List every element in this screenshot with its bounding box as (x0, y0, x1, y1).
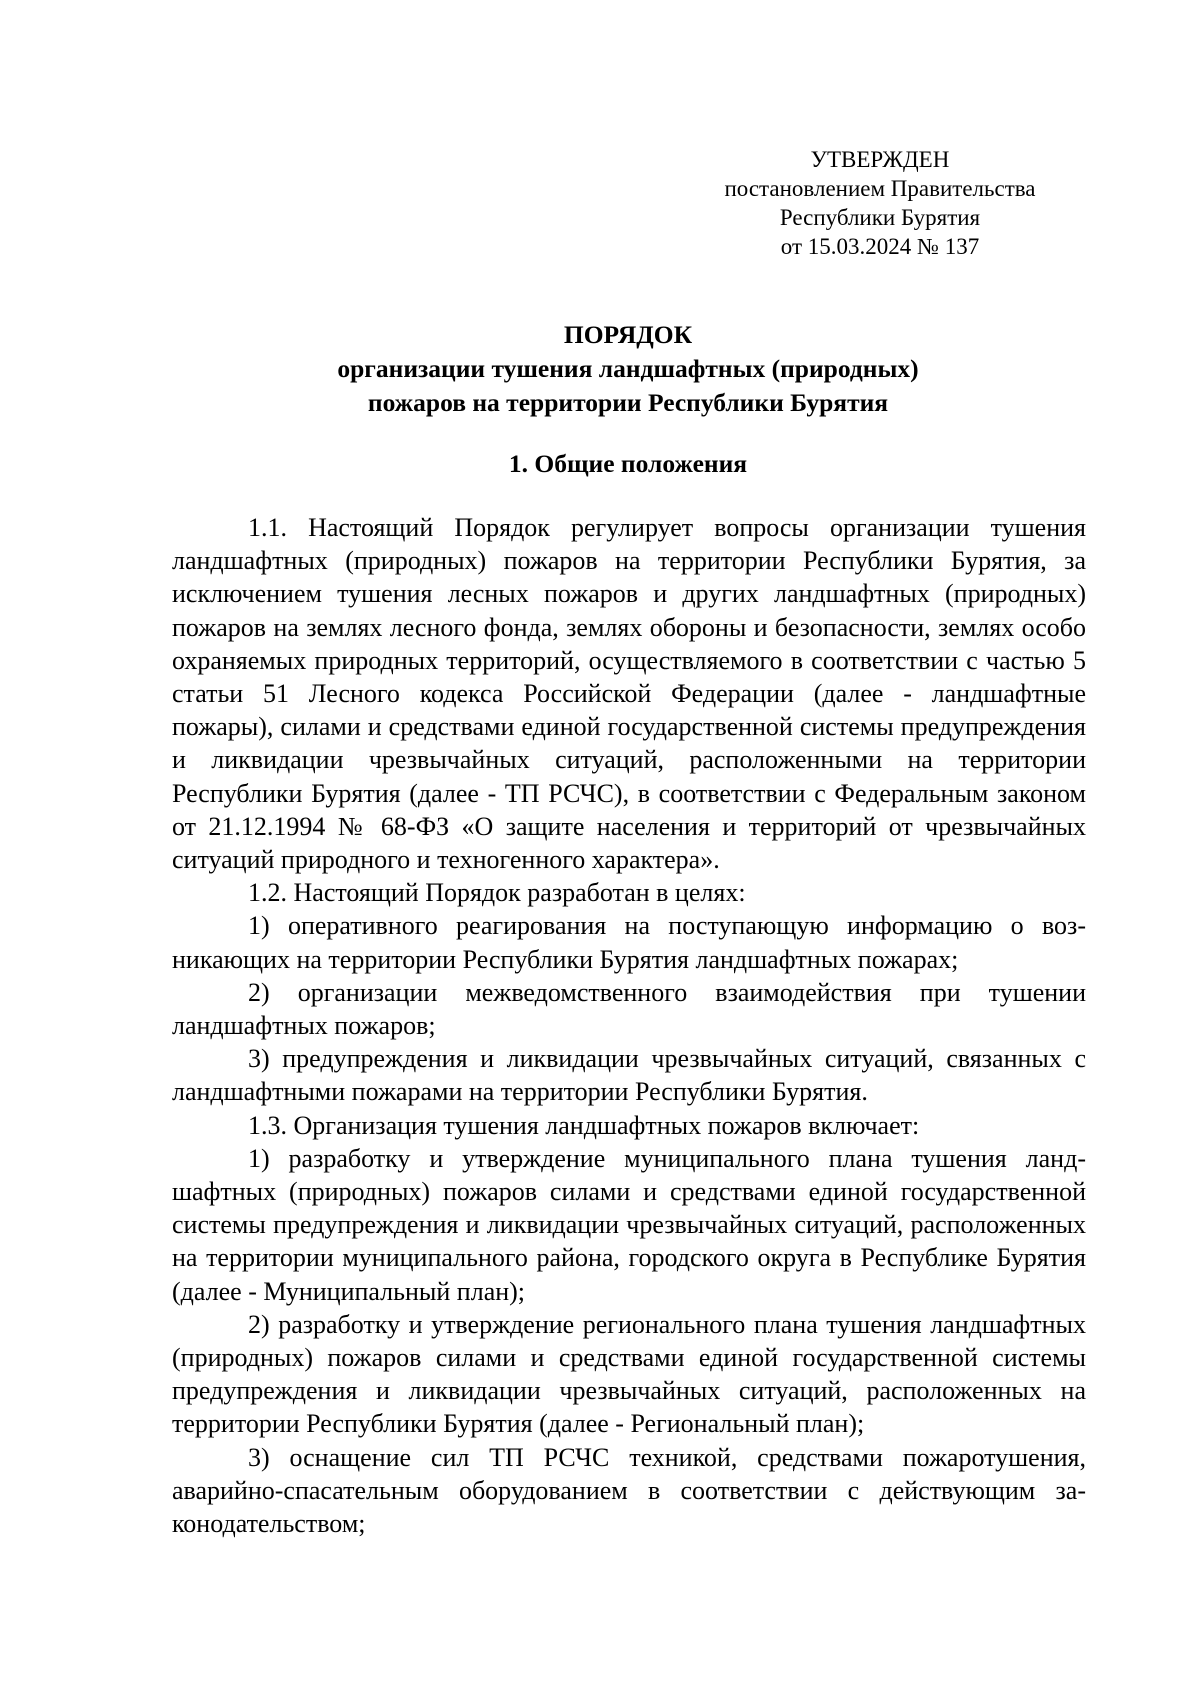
paragraph-1-3-item-1: 1) разработку и утверждение муниципального плана тушения ландшафтных (природных) пожаров силами и средствами единой государственной системы предупреждения и ликвидации чрезвычайных ситуаций, расположенных на территории муниципального района, городского округа в Республике Бурятия (далее - Муниципальный план); (172, 1143, 1086, 1306)
paragraph-1-1: 1.1. Настоящий Порядок регулирует вопросы организации тушения ландшафтных (природных) пожаров на территории Республики Бурятия, за исключением тушения лесных пожаров и других ландшафтных (природных) пожаров на землях лесного фонда, землях обороны и безопасности, землях особо охраняемых природных территорий, осуществляемого в соответствии с частью 5 статьи 51 Лесного кодекса Российской Федерации (далее - ландшафтные пожары), силами и средствами единой государственной системы предупреждения и ликвидации чрезвычайных ситуаций, расположенными на территории Республики Бурятия (далее - ТП РСЧС), в соответствии с Федеральным законом от 21.12.1994 № 68-ФЗ «О защите населения и территорий от чрезвычайных ситуаций природного и техногенного характера». (172, 513, 1086, 875)
document-body (172, 511, 1086, 1540)
title-line-1: ПОРЯДОК (563, 320, 693, 349)
paragraph-1-2-item-1: 1) оперативного реагирования на поступающую информацию о возникающих на территории Республики Бурятия ландшафтных пожарах; (172, 911, 1086, 974)
approval-line-resolution: постановлением Правительства (724, 176, 1036, 201)
approval-line-date-number: от 15.03.2024 № 137 (780, 234, 980, 259)
paragraph-1-2: 1.2. Настоящий Порядок разработан в целях: (248, 878, 746, 908)
paragraph-1-3-item-2: 2) разработку и утверждение регионального плана тушения ландшафтных (природных) пожаров силами и средствами единой государственной системы предупреждения и ликвидации чрезвычайных ситуаций, расположенных на территории Республики Бурятия (далее - Региональный план); (172, 1309, 1086, 1439)
title-line-3: пожаров на территории Республики Бурятия (367, 388, 889, 417)
paragraph-1-3-item-3: 3) оснащение сил ТП РСЧС техникой, средствами пожаротушения, аварийно-спасательным оборудованием в соответствии с действующим законодательством; (172, 1442, 1086, 1539)
document-title (170, 318, 1086, 420)
paragraph-1-2-item-2: 2) организации межведомственного взаимодействия при тушении ландшафтных пожаров; (172, 977, 1086, 1041)
approval-heading: УТВЕРЖДЕН (810, 147, 950, 172)
paragraph-1-3: 1.3. Организация тушения ландшафтных пожаров включает: (248, 1110, 920, 1140)
approval-line-republic: Республики Бурятия (779, 205, 981, 230)
section-heading: 1. Общие положения (508, 449, 748, 478)
paragraph-1-2-item-3: 3) предупреждения и ликвидации чрезвычайных ситуаций, связанных с ландшафтными пожарами на территории Республики Бурятия. (172, 1044, 1086, 1107)
title-line-2: организации тушения ландшафтных (природных) (337, 354, 919, 383)
approval-stamp-block (700, 145, 1060, 261)
